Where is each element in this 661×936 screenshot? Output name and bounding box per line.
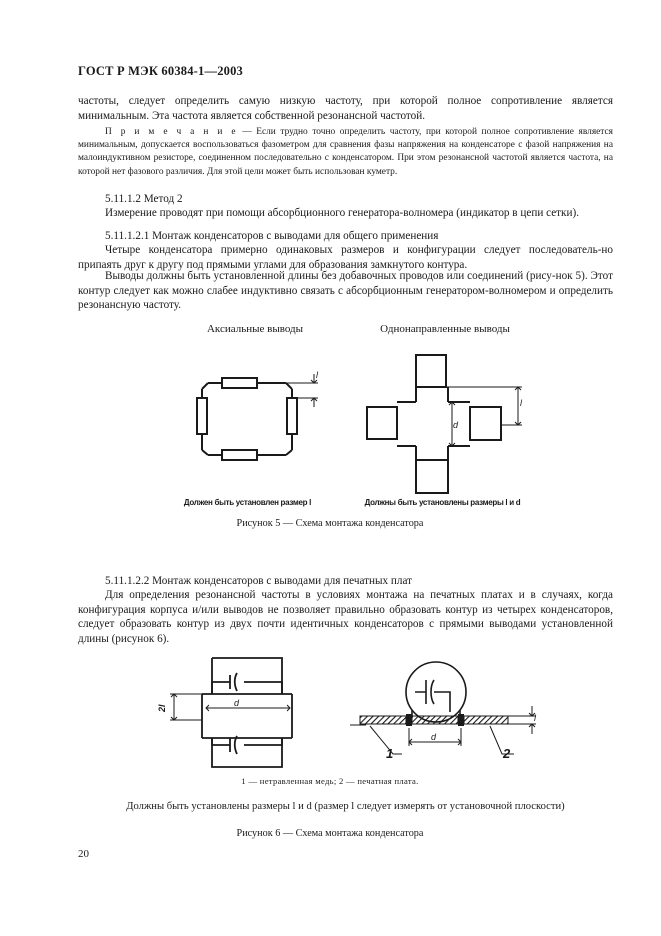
paragraph-leads: Выводы должны быть установленной длины без добавочных проводов или соединений (рису-нок 5). Этот контур следует как можно слабее индуктивно связать с абсорбционным генератором-волномером и определить резонансную частоту. (78, 270, 613, 312)
fig6-dim-l: l (534, 713, 536, 723)
paragraph-method2: Измерение проводят при помощи абсорбционного генератора-волномера (индикатор в цепи сетки). (105, 207, 580, 219)
fig6-left-dimensions (170, 694, 290, 720)
capacitor-right (470, 407, 501, 440)
copper-left (360, 716, 406, 724)
page-number: 20 (78, 848, 89, 860)
fig6-dim-d-right: d (431, 732, 437, 742)
copper-right (464, 716, 508, 724)
fig6-caption: Рисунок 6 — Схема монтажа конденсатора (236, 828, 424, 839)
capacitor-top (416, 355, 446, 387)
fig5-label-axial: Аксиальные выводы (206, 323, 304, 335)
fig6-dim-d-left: d (234, 698, 240, 708)
paragraph-pcb: Для определения резонансной частоты в условиях монтажа на печатных платах и в случаях, когда конфигурация корпуса и/или выводов не позволяет правильно образовать контур из четырех конденсаторов, следует образовать контур из двух почти идентичных конденсаторов с прямыми выводами установленной длины (рисунок 6). (78, 589, 613, 645)
capacitor-body-top (222, 378, 257, 388)
pcb-side-view (406, 662, 466, 722)
section-5-11-1-2-2: 5.11.1.2.2 Монтаж конденсаторов с выводами для печатных плат (105, 575, 413, 587)
fig5-dim-l-left: l (316, 370, 318, 380)
fig5-dim-l-right: l (520, 398, 522, 408)
note-body: — Если трудно точно определить частоту, при которой полное сопротивление является минимальным, допускается воспользоваться фазометром для сравнения фазы напряжения на конденсаторе с фазой напряжения на малоиндуктивном резисторе, соединенном последовательно с конденсатором. При этом резонансной частотой является частота, на которой нет фазового различия. Для этой цели может быть использован куметр. (78, 127, 613, 177)
capacitor-body-left (197, 398, 207, 434)
unidirectional-capacitor-cross (367, 355, 501, 493)
capacitor-left (367, 407, 397, 439)
fig6-dims-note: Должны быть установлены размеры l и d (размер l следует измерять от установочной плоскости) (126, 801, 565, 812)
paragraph-four-capacitors: Четыре конденсатора примерно одинаковых размеров и конфигурации следует последователь-но припаять друг к другу под прямыми углами для образования замкнутого контура. (78, 244, 613, 271)
axial-capacitor-loop (197, 378, 297, 460)
fig5-caption: Рисунок 5 — Схема монтажа конденсатора (236, 518, 424, 529)
capacitor-bottom (416, 460, 448, 493)
paragraph-intro: частоты, следует определить самую низкую частоту, при которой полное сопротивление является минимальным. Эта частота является собственной резонансной частотой. (78, 95, 613, 122)
page-header: ГОСТ Р МЭК 60384-1—2003 (78, 64, 243, 78)
copper-middle (412, 716, 458, 724)
fig6-marker-2: 2 (503, 746, 511, 761)
fig6-marker-1: 1 (386, 746, 394, 761)
note (78, 126, 613, 179)
lead-right (458, 714, 464, 726)
fig5-label-unidirectional: Однонаправленные выводы (380, 323, 510, 335)
two-capacitor-loop (202, 658, 292, 767)
figure6-diagram (150, 650, 550, 775)
fig5-dim-d: d (453, 420, 459, 430)
axial-dimension-l (286, 374, 318, 407)
fig6-legend: 1 — нетравленная медь; 2 — печатная плата. (241, 776, 419, 786)
capacitor-body-right (287, 398, 297, 434)
lead-left (406, 714, 412, 726)
unidirectional-dimensions (446, 387, 522, 446)
fig5-sublabel-left: Должен быть установлен размер l (183, 498, 312, 507)
fig5-sublabel-right: Должны быть установлены размеры l и d (364, 498, 521, 507)
figure5-diagram (150, 340, 570, 500)
capacitor-body-bottom (222, 450, 257, 460)
fig6-dim-2l: 2l (157, 704, 167, 712)
note-label: П р и м е ч а н и е (105, 127, 238, 137)
section-5-11-1-2: 5.11.1.2 Метод 2 (105, 193, 183, 205)
section-5-11-1-2-1: 5.11.1.2.1 Монтаж конденсаторов с выводами для общего применения (105, 230, 439, 242)
